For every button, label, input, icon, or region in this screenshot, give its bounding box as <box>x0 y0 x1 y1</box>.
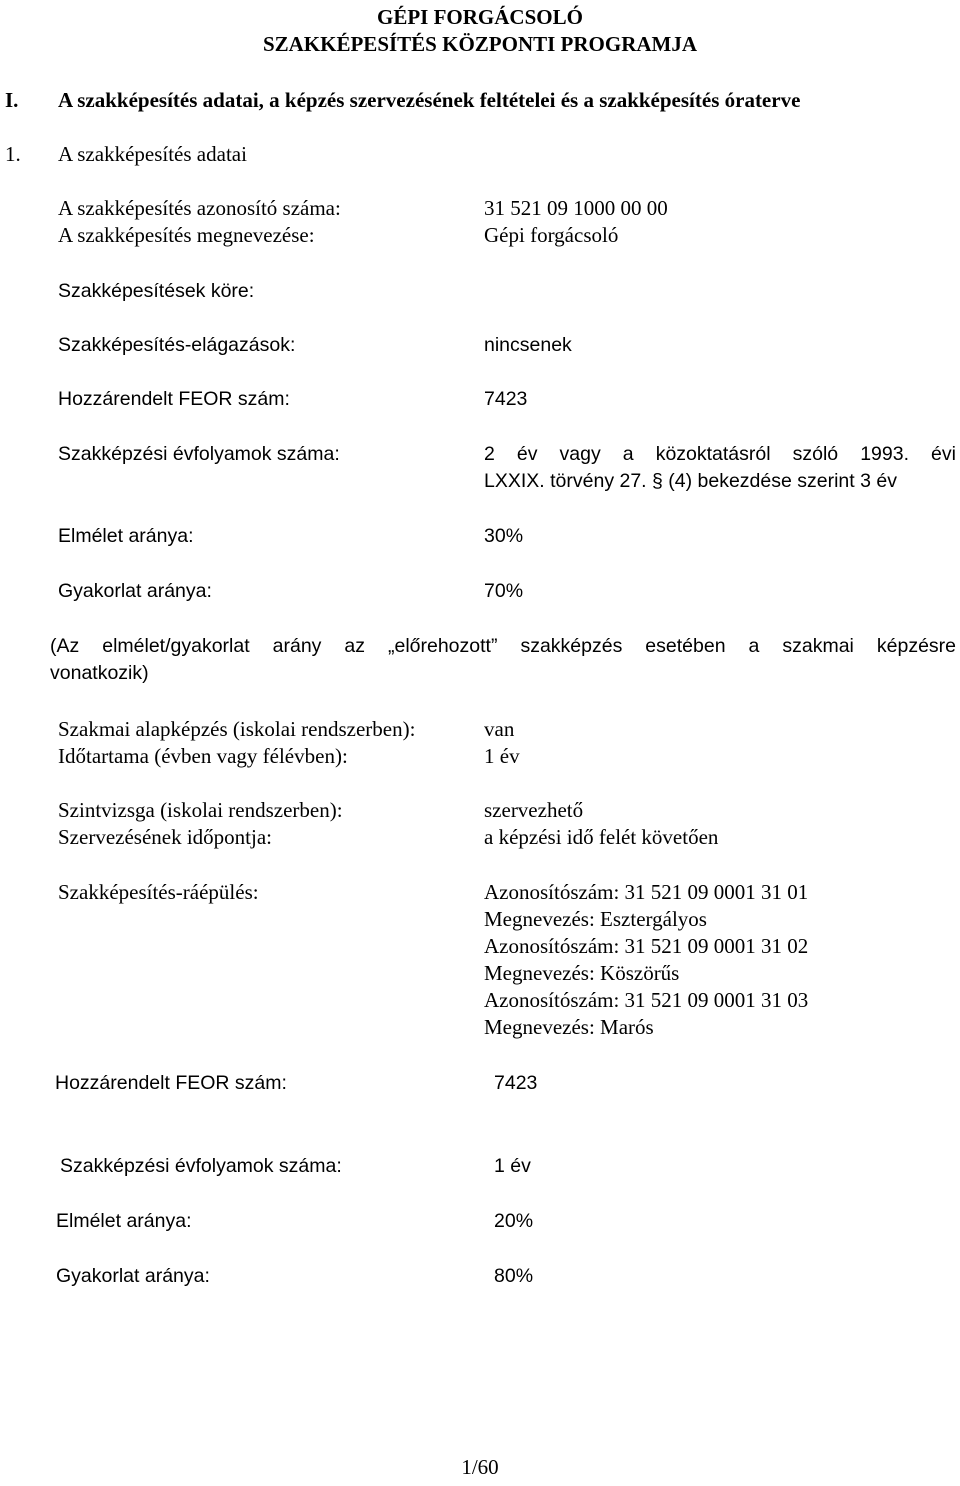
idopont-value: a képzési idő felét követően <box>484 825 719 849</box>
raepules-item: Megnevezés: Marós <box>484 1015 654 1039</box>
elmelet2-label: Elmélet aránya: <box>56 1210 192 1232</box>
alapkepzes-label: Szakmai alapképzés (iskolai rendszerben): <box>58 717 416 741</box>
idotartam-value: 1 év <box>484 744 520 768</box>
ratio-note-line1: (Az elmélet/gyakorlat arány az „előrehozott” szakképzés esetében a szakmai képzésre <box>50 635 956 657</box>
feor-label: Hozzárendelt FEOR szám: <box>58 388 290 410</box>
section-1-number: 1. <box>5 142 21 166</box>
page-number: 1/60 <box>461 1455 499 1479</box>
raepules-item: Azonosítószám: 31 521 09 0001 31 01 <box>484 880 809 904</box>
szintvizsga-value: szervezhető <box>484 798 584 822</box>
elagazasok-label: Szakképesítés-elágazások: <box>58 334 296 356</box>
elmelet-label: Elmélet aránya: <box>58 525 194 547</box>
megnevezes-label: A szakképesítés megnevezése: <box>58 223 315 247</box>
gyakorlat2-label: Gyakorlat aránya: <box>56 1265 210 1287</box>
gyakorlat2-value: 80% <box>494 1265 534 1287</box>
raepules-item: Megnevezés: Köszörűs <box>484 961 680 985</box>
evfolyamok-value-line1: 2 év vagy a közoktatásról szóló 1993. évi <box>484 443 956 465</box>
azonosito-label: A szakképesítés azonosító száma: <box>58 196 341 220</box>
azonosito-value: 31 521 09 1000 00 00 <box>484 196 668 220</box>
section-i-heading: A szakképesítés adatai, a képzés szervezésének feltételei és a szakképesítés óraterve <box>58 88 801 112</box>
megnevezes-value: Gépi forgácsoló <box>484 223 619 247</box>
raepules-label: Szakképesítés-ráépülés: <box>58 880 259 904</box>
elmelet2-value: 20% <box>494 1210 534 1232</box>
gyakorlat-label: Gyakorlat aránya: <box>58 580 212 602</box>
raepules-item: Azonosítószám: 31 521 09 0001 31 02 <box>484 934 809 958</box>
raepules-item: Azonosítószám: 31 521 09 0001 31 03 <box>484 988 809 1012</box>
evfolyamok2-label: Szakképzési évfolyamok száma: <box>60 1155 342 1177</box>
feor2-value: 7423 <box>494 1072 538 1094</box>
elagazasok-value: nincsenek <box>484 334 572 356</box>
document-title-line2: SZAKKÉPESÍTÉS KÖZPONTI PROGRAMJA <box>262 32 698 56</box>
feor2-label: Hozzárendelt FEOR szám: <box>55 1072 287 1094</box>
evfolyamok2-value: 1 év <box>494 1155 531 1177</box>
raepules-item: Megnevezés: Esztergályos <box>484 907 707 931</box>
idotartam-label: Időtartama (évben vagy félévben): <box>58 744 348 768</box>
alapkepzes-value: van <box>484 717 515 741</box>
idopont-label: Szervezésének időpontja: <box>58 825 272 849</box>
feor-value: 7423 <box>484 388 528 410</box>
gyakorlat-value: 70% <box>484 580 524 602</box>
kore-label: Szakképesítések köre: <box>58 280 255 302</box>
ratio-note-line2: vonatkozik) <box>50 662 149 684</box>
szintvizsga-label: Szintvizsga (iskolai rendszerben): <box>58 798 343 822</box>
elmelet-value: 30% <box>484 525 524 547</box>
evfolyamok-label: Szakképzési évfolyamok száma: <box>58 443 340 465</box>
document-title-line1: GÉPI FORGÁCSOLÓ <box>377 5 583 29</box>
section-i-number: I. <box>5 88 19 112</box>
evfolyamok-value-line2: LXXIX. törvény 27. § (4) bekezdése szerint 3 év <box>484 470 897 492</box>
section-1-heading: A szakképesítés adatai <box>58 142 247 166</box>
